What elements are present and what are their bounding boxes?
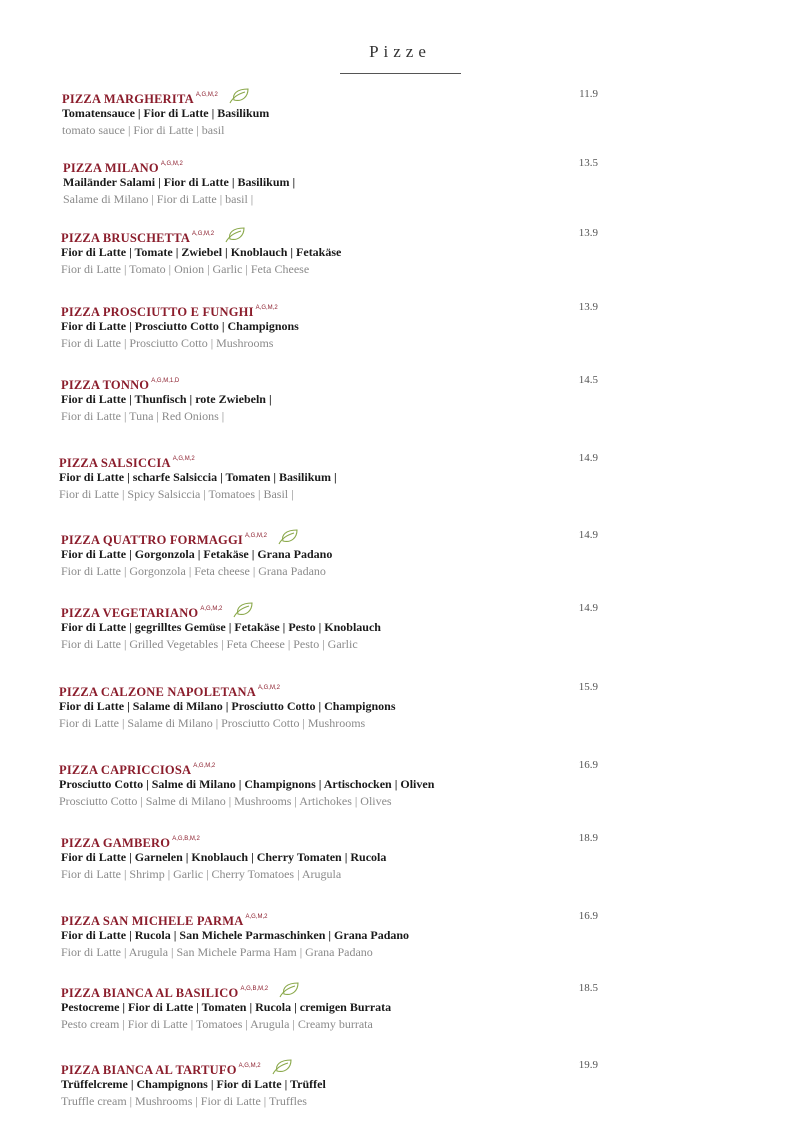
menu-item [62, 86, 622, 138]
menu-item-heading [61, 299, 621, 317]
menu-item-heading [61, 527, 621, 545]
menu-item-price: 13.5 [578, 157, 598, 169]
menu-item-ingredients-de: Mailänder Salami | Fior di Latte | Basilikum | [63, 175, 296, 189]
menu-item-heading [61, 600, 621, 618]
menu-item-ingredients-de: Fior di Latte | scharfe Salsiccia | Tomaten | Basilikum | [59, 470, 337, 484]
menu-item-name: PIZZA TONNO [61, 378, 150, 392]
menu-item-price: 11.9 [579, 88, 598, 100]
menu-item-price: 19.9 [578, 1059, 598, 1071]
menu-item-name: PIZZA CAPRICCIOSA [59, 763, 192, 777]
menu-item-price: 16.9 [578, 910, 598, 922]
menu-item [61, 980, 621, 1032]
menu-item-ingredients-en: Prosciutto Cotto | Salme di Milano | Mushrooms | Artichokes | Olives [59, 794, 392, 808]
menu-item-name: PIZZA MARGHERITA [62, 92, 194, 106]
menu-item [61, 830, 621, 882]
allergen-codes: A,G,B,M,2 [172, 836, 200, 842]
vegetarian-leaf-icon [278, 982, 300, 999]
menu-item-ingredients-de: Trüffelcreme | Champignons | Fior di Latte | Trüffel [61, 1077, 326, 1091]
menu-item-heading [59, 757, 619, 775]
menu-item-ingredients-en: Fior di Latte | Salame di Milano | Prosciutto Cotto | Mushrooms [59, 716, 366, 730]
menu-item [59, 450, 619, 502]
menu-item-name: PIZZA SALSICCIA [59, 456, 171, 470]
menu-item [59, 679, 619, 731]
menu-item-ingredients-en: Fior di Latte | Arugula | San Michele Parma Ham | Grana Padano [61, 945, 373, 959]
menu-item-price: 18.5 [578, 982, 598, 994]
menu-item-heading [61, 830, 621, 848]
menu-item [63, 155, 623, 207]
menu-item [61, 225, 621, 277]
menu-item [61, 908, 621, 960]
menu-item-ingredients-de: Fior di Latte | Tomate | Zwiebel | Knoblauch | Fetakäse [61, 245, 342, 259]
allergen-codes: A,G,M,2 [200, 606, 223, 612]
menu-item-price: 15.9 [578, 681, 598, 693]
menu-item-heading [63, 155, 623, 173]
vegetarian-leaf-icon [271, 1059, 293, 1076]
menu-item-ingredients-de: Fior di Latte | Gorgonzola | Fetakäse | Grana Padano [61, 547, 333, 561]
vegetarian-leaf-icon [224, 227, 246, 244]
allergen-codes: A,G,M,2 [245, 914, 268, 920]
menu-item-price: 14.9 [578, 452, 598, 464]
menu-item-ingredients-en: Truffle cream | Mushrooms | Fior di Latte | Truffles [61, 1094, 307, 1108]
menu-item-heading [61, 372, 621, 390]
menu-item-ingredients-de: Prosciutto Cotto | Salme di Milano | Champignons | Artischocken | Oliven [59, 777, 435, 791]
allergen-codes: A,G,M,2 [193, 763, 216, 769]
vegetarian-leaf-icon [232, 602, 254, 619]
menu-item-heading [61, 908, 621, 926]
menu-item-price: 14.9 [578, 602, 598, 614]
menu-item [61, 1057, 621, 1109]
menu-item-name: PIZZA PROSCIUTTO E FUNGHI [61, 305, 254, 319]
menu-item-ingredients-en: Fior di Latte | Grilled Vegetables | Feta Cheese | Pesto | Garlic [61, 637, 358, 651]
menu-item-ingredients-en: Pesto cream | Fior di Latte | Tomatoes | Arugula | Creamy burrata [61, 1017, 373, 1031]
menu-item-heading [61, 980, 621, 998]
menu-item-ingredients-de: Fior di Latte | Rucola | San Michele Parmaschinken | Grana Padano [61, 928, 410, 942]
menu-item-name: PIZZA GAMBERO [61, 836, 171, 850]
menu-item-ingredients-de: Fior di Latte | Garnelen | Knoblauch | Cherry Tomaten | Rucola [61, 850, 387, 864]
vegetarian-leaf-icon [228, 88, 250, 105]
menu-item-name: PIZZA MILANO [63, 161, 159, 175]
menu-item-price: 18.9 [578, 832, 598, 844]
menu-item [61, 527, 621, 579]
menu-item-name: PIZZA BIANCA AL BASILICO [61, 986, 239, 1000]
menu-item-price: 13.9 [578, 227, 598, 239]
menu-item-heading [59, 450, 619, 468]
menu-item-price: 14.5 [578, 374, 598, 386]
menu-item [61, 372, 621, 424]
menu-item-ingredients-de: Fior di Latte | Prosciutto Cotto | Champignons [61, 319, 299, 333]
menu-item [61, 600, 621, 652]
menu-item-name: PIZZA BRUSCHETTA [61, 231, 191, 245]
allergen-codes: A,G,M,2 [160, 161, 183, 167]
allergen-codes: A,G,M,2 [195, 92, 218, 98]
allergen-codes: A,G,M,2 [255, 305, 278, 311]
menu-item-ingredients-en: Fior di Latte | Tomato | Onion | Garlic | Feta Cheese [61, 262, 310, 276]
menu-item-ingredients-de: Tomatensauce | Fior di Latte | Basilikum [62, 106, 270, 120]
allergen-codes: A,G,M,2 [238, 1063, 261, 1069]
title-divider [340, 73, 461, 74]
menu-item-name: PIZZA CALZONE NAPOLETANA [59, 685, 256, 699]
menu-item-heading [61, 225, 621, 243]
menu-item-ingredients-de: Fior di Latte | gegrilltes Gemüse | Fetakäse | Pesto | Knoblauch [61, 620, 381, 634]
menu-item-ingredients-en: Salame di Milano | Fior di Latte | basil | [63, 192, 254, 206]
allergen-codes: A,G,M,1,D [151, 378, 180, 384]
menu-item-price: 16.9 [578, 759, 598, 771]
menu-item-ingredients-de: Fior di Latte | Salame di Milano | Prosciutto Cotto | Champignons [59, 699, 396, 713]
menu-item-ingredients-en: Fior di Latte | Spicy Salsiccia | Tomatoes | Basil | [59, 487, 294, 501]
menu-item-ingredients-en: tomato sauce | Fior di Latte | basil [62, 123, 225, 137]
menu-item-ingredients-de: Pestocreme | Fior di Latte | Tomaten | Rucola | cremigen Burrata [61, 1000, 392, 1014]
menu-item-heading [62, 86, 622, 104]
menu-item-name: PIZZA BIANCA AL TARTUFO [61, 1063, 237, 1077]
menu-item [61, 299, 621, 351]
page-title: Pizze [369, 42, 431, 61]
menu-item-name: PIZZA VEGETARIANO [61, 606, 199, 620]
allergen-codes: A,G,B,M,2 [240, 986, 269, 992]
allergen-codes: A,G,M,2 [244, 533, 267, 539]
menu-item-ingredients-en: Fior di Latte | Tuna | Red Onions | [61, 409, 225, 423]
menu-item-ingredients-en: Fior di Latte | Prosciutto Cotto | Mushrooms [61, 336, 274, 350]
menu-item-ingredients-de: Fior di Latte | Thunfisch | rote Zwiebeln | [61, 392, 272, 406]
allergen-codes: A,G,M,2 [257, 685, 280, 691]
allergen-codes: A,G,M,2 [172, 456, 195, 462]
allergen-codes: A,G,M,2 [192, 231, 215, 237]
vegetarian-leaf-icon [277, 529, 299, 546]
menu-item-price: 13.9 [578, 301, 598, 313]
menu-item-name: PIZZA QUATTRO FORMAGGI [61, 533, 243, 547]
menu-item-ingredients-en: Fior di Latte | Gorgonzola | Feta cheese | Grana Padano [61, 564, 326, 578]
menu-item-heading [59, 679, 619, 697]
menu-item-name: PIZZA SAN MICHELE PARMA [61, 914, 244, 928]
menu-item-ingredients-en: Fior di Latte | Shrimp | Garlic | Cherry Tomatoes | Arugula [61, 867, 342, 881]
menu-item-price: 14.9 [578, 529, 598, 541]
menu-item [59, 757, 619, 809]
menu-item-heading [61, 1057, 621, 1075]
